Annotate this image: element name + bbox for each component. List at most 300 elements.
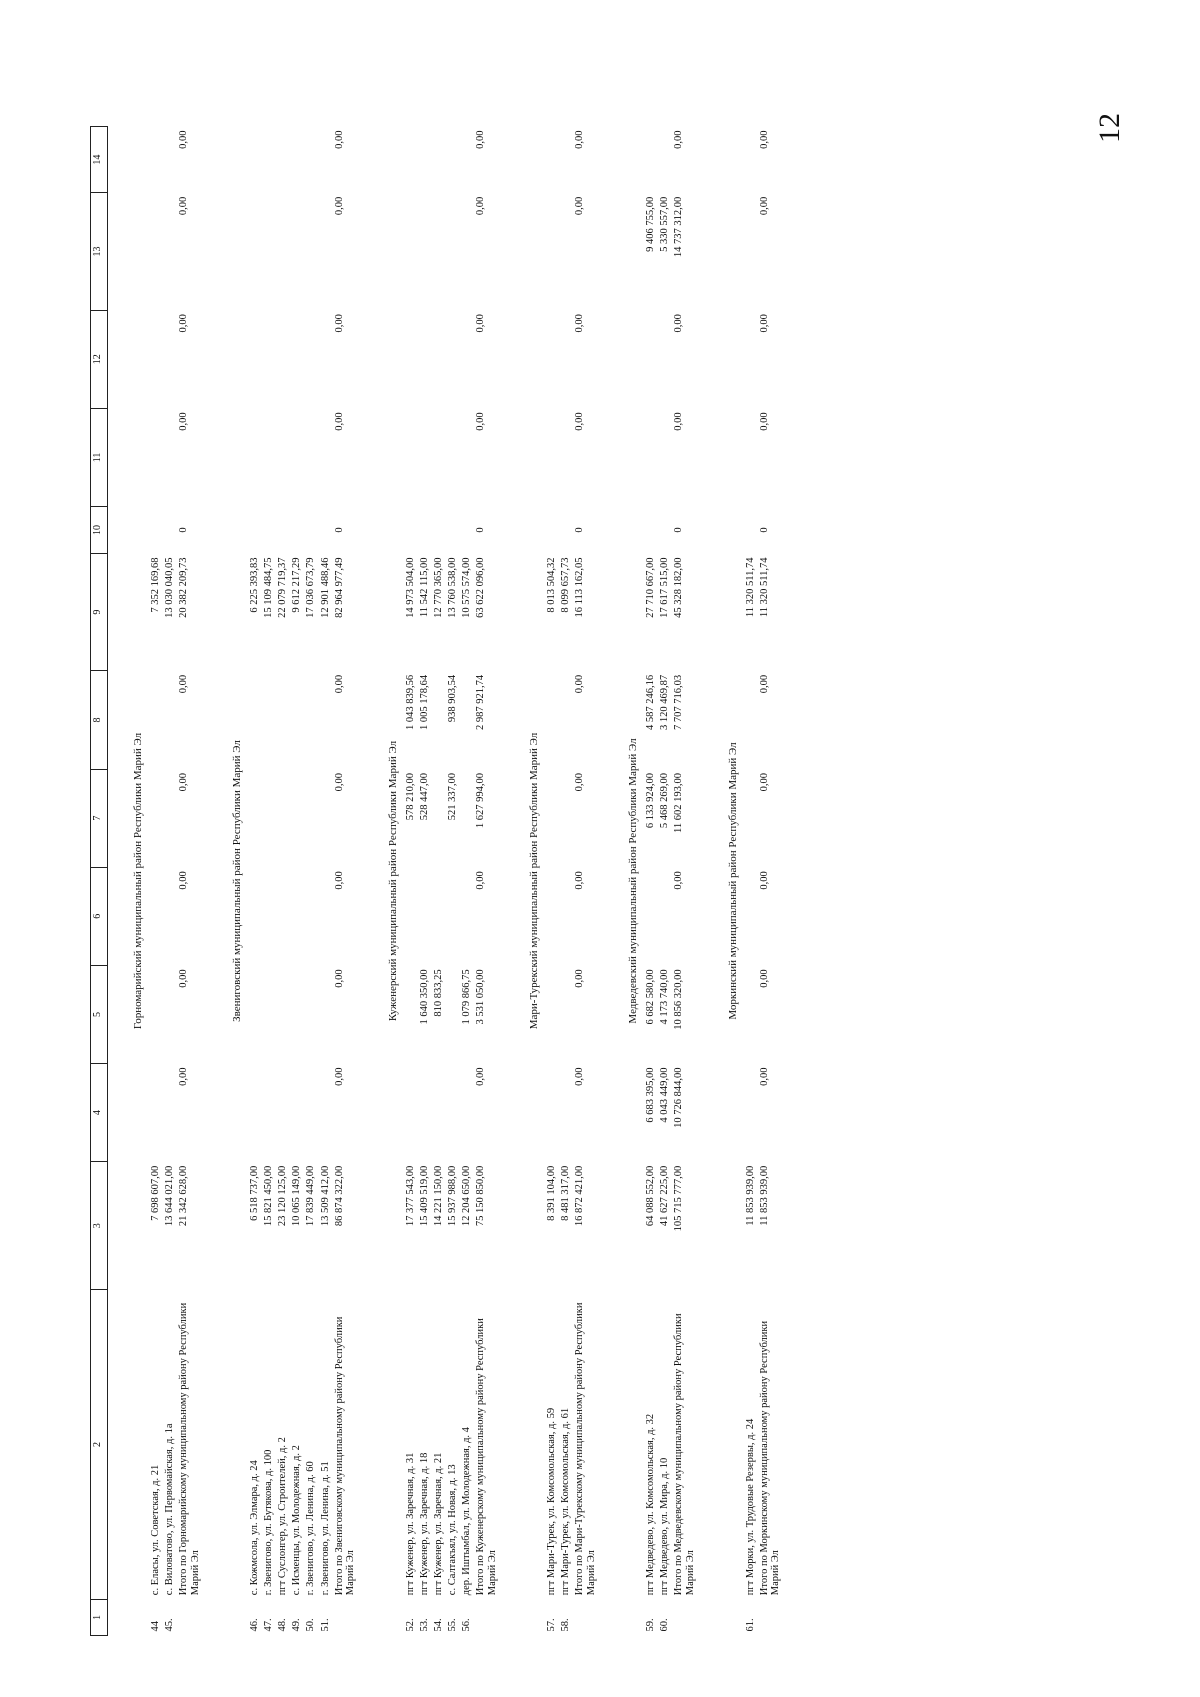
value-cell-col-11 — [658, 408, 672, 506]
value-cell-col-13 — [248, 193, 262, 310]
value-cell-col-5: 1 079 866,75 — [460, 969, 472, 1025]
value-cell-col-7 — [559, 769, 573, 867]
total-value-col-10: 0 — [475, 527, 486, 533]
value-cell-col-14 — [163, 127, 177, 193]
value-cell-col-10 — [262, 507, 276, 554]
address-cell: пгт Морки, ул. Трудовые Резервы, д. 24 — [744, 1418, 756, 1596]
value-cell-col-5 — [744, 965, 758, 1063]
value-cell-col-14 — [248, 127, 262, 193]
value-cell-col-8 — [559, 671, 573, 769]
value-cell-col-9: 11 320 511,74 — [744, 557, 756, 618]
value-cell-col-11 — [276, 408, 290, 506]
column-header-14: 14 — [91, 127, 108, 193]
section-heading-row — [108, 127, 150, 1636]
value-cell-col-12 — [404, 310, 418, 408]
total-value-col-3: 86 874 322,00 — [333, 1165, 345, 1227]
value-cell-col-14 — [644, 127, 658, 193]
address-cell: пгт Суслонгер, ул. Строителей, д. 2 — [277, 1437, 289, 1596]
value-cell-col-14 — [432, 127, 446, 193]
total-value-col-13: 0,00 — [574, 196, 586, 216]
value-cell-col-3: 13 509 412,00 — [319, 1165, 331, 1227]
value-cell-col-11 — [404, 408, 418, 506]
total-value-col-7: 0,00 — [178, 773, 190, 792]
value-cell-col-4 — [545, 1064, 559, 1162]
value-cell-col-9: 14 973 504,00 — [404, 557, 416, 618]
total-value-col-12: 0,00 — [673, 314, 685, 333]
value-cell-col-8 — [163, 671, 177, 769]
total-value-col-8: 0,00 — [178, 674, 190, 694]
value-cell-col-6 — [644, 867, 658, 965]
value-cell-col-5 — [276, 965, 290, 1063]
value-cell-col-10 — [460, 507, 474, 554]
value-cell-col-12 — [163, 310, 177, 408]
value-cell-col-12 — [545, 310, 559, 408]
row-number: 47. — [263, 1618, 275, 1632]
table-row — [248, 127, 262, 1636]
value-cell-col-7 — [276, 769, 290, 867]
total-value-col-7: 0,00 — [333, 773, 345, 792]
value-cell-col-10 — [644, 507, 658, 554]
value-cell-col-3: 15 409 519,00 — [418, 1165, 430, 1227]
value-cell-col-6 — [545, 867, 559, 965]
total-value-col-9: 45 328 182,00 — [673, 557, 685, 618]
total-value-col-5: 10 856 320,00 — [673, 969, 685, 1030]
value-cell-col-3: 8 481 317,00 — [560, 1165, 572, 1221]
value-cell-col-10 — [304, 507, 318, 554]
value-cell-col-9: 13 030 040,05 — [164, 557, 176, 618]
value-cell-col-4 — [744, 1064, 758, 1162]
address-cell: пгт Мари-Турек, ул. Комсомольская, д. 61 — [560, 1407, 572, 1596]
section-title: Куженерский муниципальный район Республики Марий Эл — [386, 740, 399, 1022]
column-header-2: 2 — [91, 1290, 108, 1599]
column-header-1: 1 — [91, 1599, 108, 1635]
value-cell-col-10 — [418, 507, 432, 554]
total-value-col-1 — [474, 1599, 504, 1635]
address-cell: пгт Мари-Турек, ул. Комсомольская, д. 59 — [546, 1407, 558, 1596]
row-number: 45. — [164, 1618, 176, 1632]
total-value-col-12: 0,00 — [574, 314, 586, 333]
total-value-col-8: 0,00 — [333, 674, 345, 694]
value-cell-col-12 — [559, 310, 573, 408]
value-cell-col-9: 17 617 515,00 — [659, 557, 671, 618]
value-cell-col-6 — [319, 867, 333, 965]
column-header-9: 9 — [91, 553, 108, 670]
row-number: 46. — [249, 1618, 261, 1632]
value-cell-col-12 — [644, 310, 658, 408]
total-row — [177, 127, 207, 1636]
value-cell-col-10 — [545, 507, 559, 554]
total-value-col-4: 0,00 — [758, 1067, 770, 1086]
value-cell-col-11 — [460, 408, 474, 506]
value-cell-col-8 — [149, 671, 163, 769]
total-value-col-3: 16 872 421,00 — [574, 1165, 586, 1227]
value-cell-col-5: 810 833,25 — [432, 969, 444, 1017]
value-cell-col-12 — [658, 310, 672, 408]
row-number: 61. — [744, 1618, 756, 1632]
value-cell-col-5: 6 682 580,00 — [645, 969, 657, 1025]
row-number: 50. — [305, 1618, 317, 1632]
value-cell-col-11 — [319, 408, 333, 506]
value-cell-col-11 — [290, 408, 304, 506]
value-cell-col-10 — [446, 507, 460, 554]
value-cell-col-6 — [149, 867, 163, 965]
total-value-col-13: 0,00 — [475, 196, 486, 216]
total-value-col-5: 3 531 050,00 — [475, 969, 486, 1025]
value-cell-col-9: 8 099 657,73 — [560, 557, 572, 613]
section-title: Мари-Турекский муниципальный район Республики Марий Эл — [528, 732, 541, 1030]
row-number: 58. — [560, 1618, 572, 1632]
section-heading-row — [703, 127, 744, 1636]
total-value-col-9: 63 622 096,00 — [475, 557, 486, 618]
total-value-col-10: 0 — [758, 527, 770, 533]
value-cell-col-5 — [163, 965, 177, 1063]
total-value-col-11: 0,00 — [758, 412, 770, 431]
value-cell-col-8: 4 587 246,16 — [645, 674, 657, 730]
row-number: 52. — [404, 1618, 416, 1632]
value-cell-col-7 — [744, 769, 758, 867]
total-value-col-6: 0,00 — [574, 871, 586, 890]
value-cell-col-14 — [559, 127, 573, 193]
value-cell-col-3: 23 120 125,00 — [277, 1165, 289, 1227]
value-cell-col-4 — [418, 1064, 432, 1162]
value-cell-col-12 — [290, 310, 304, 408]
value-cell-col-8: 1 043 839,56 — [404, 674, 416, 730]
value-cell-col-7 — [545, 769, 559, 867]
value-cell-col-7 — [248, 769, 262, 867]
value-cell-col-10 — [658, 507, 672, 554]
value-cell-col-12 — [460, 310, 474, 408]
value-cell-col-6 — [418, 867, 432, 965]
value-cell-col-13 — [276, 193, 290, 310]
value-cell-col-13 — [149, 193, 163, 310]
address-cell: с. Еласы, ул. Советская, д. 21 — [150, 1464, 161, 1596]
total-value-col-4: 0,00 — [333, 1067, 345, 1086]
value-cell-col-5: 1 640 350,00 — [418, 969, 430, 1025]
column-header-6: 6 — [91, 867, 108, 965]
total-value-col-5: 0,00 — [178, 969, 190, 988]
value-cell-col-11 — [262, 408, 276, 506]
total-value-col-10: 0 — [178, 527, 190, 533]
value-cell-col-7: 528 447,00 — [418, 773, 430, 821]
value-cell-col-6 — [290, 867, 304, 965]
row-number: 56. — [460, 1618, 472, 1632]
value-cell-col-14 — [460, 127, 474, 193]
total-value-col-5: 0,00 — [574, 969, 586, 988]
section-title: Звениговский муниципальный район Республики Марий Эл — [231, 740, 244, 1022]
total-label: Итого по Моркинскому муниципальному району Республики Марий Эл — [758, 1320, 782, 1596]
total-value-col-9: 11 320 511,74 — [758, 557, 770, 618]
value-cell-col-5 — [404, 965, 418, 1063]
total-value-col-14: 0,00 — [333, 130, 345, 149]
address-cell: пгт Куженер, ул. Заречная, д. 18 — [418, 1452, 430, 1596]
column-number-header — [91, 127, 108, 1636]
total-value-col-7: 0,00 — [574, 773, 586, 792]
value-cell-col-5 — [319, 965, 333, 1063]
row-number: 55. — [446, 1618, 458, 1632]
value-cell-col-14 — [290, 127, 304, 193]
value-cell-col-4 — [404, 1064, 418, 1162]
value-cell-col-13 — [290, 193, 304, 310]
total-value-col-9: 16 113 162,05 — [574, 557, 586, 618]
table-row — [163, 127, 177, 1636]
total-value-col-11: 0,00 — [475, 412, 486, 431]
total-value-col-4: 0,00 — [574, 1067, 586, 1086]
rotated-page-frame — [90, 126, 1004, 1636]
total-value-col-12: 0,00 — [178, 314, 190, 333]
value-cell-col-10 — [163, 507, 177, 554]
value-cell-col-8 — [248, 671, 262, 769]
value-cell-col-6 — [432, 867, 446, 965]
total-value-col-14: 0,00 — [574, 130, 586, 149]
value-cell-col-6 — [460, 867, 474, 965]
row-number: 54. — [432, 1618, 444, 1632]
value-cell-col-12 — [744, 310, 758, 408]
value-cell-col-3: 64 088 552,00 — [645, 1165, 657, 1227]
value-cell-col-11 — [644, 408, 658, 506]
column-header-10: 10 — [91, 507, 108, 554]
value-cell-col-9: 11 542 115,00 — [418, 557, 430, 618]
total-value-col-14: 0,00 — [673, 130, 685, 149]
value-cell-col-3: 10 065 149,00 — [291, 1165, 303, 1227]
value-cell-col-7 — [304, 769, 318, 867]
total-row — [672, 127, 702, 1636]
table-row — [149, 127, 163, 1636]
row-number: 48. — [277, 1618, 289, 1632]
value-cell-col-8: 1 005 178,64 — [418, 674, 430, 730]
value-cell-col-11 — [248, 408, 262, 506]
value-cell-col-10 — [276, 507, 290, 554]
value-cell-col-10 — [319, 507, 333, 554]
column-header-11: 11 — [91, 408, 108, 506]
value-cell-col-8: 3 120 469,87 — [659, 674, 671, 730]
value-cell-col-3: 6 518 737,00 — [249, 1165, 261, 1221]
value-cell-col-13 — [319, 193, 333, 310]
value-cell-col-10 — [404, 507, 418, 554]
value-cell-col-9: 7 352 169,68 — [150, 557, 161, 613]
value-cell-col-10 — [432, 507, 446, 554]
value-cell-col-9: 15 109 484,75 — [263, 557, 275, 618]
value-cell-col-9: 17 036 673,79 — [305, 557, 317, 618]
total-value-col-8: 0,00 — [574, 674, 586, 694]
row-number: 59. — [645, 1618, 657, 1632]
value-cell-col-5 — [149, 965, 163, 1063]
total-value-col-1 — [177, 1599, 207, 1635]
value-cell-col-5 — [446, 965, 460, 1063]
value-cell-col-13 — [418, 193, 432, 310]
total-value-col-1 — [573, 1599, 603, 1635]
value-cell-col-7 — [319, 769, 333, 867]
value-cell-col-7: 6 133 924,00 — [645, 773, 657, 829]
value-cell-col-9: 27 710 667,00 — [645, 557, 657, 618]
table-row — [404, 127, 418, 1636]
column-header-3: 3 — [91, 1162, 108, 1290]
value-cell-col-6 — [163, 867, 177, 965]
column-header-5: 5 — [91, 965, 108, 1063]
value-cell-col-7: 521 337,00 — [446, 773, 458, 821]
address-cell: пгт Куженер, ул. Заречная, д. 21 — [432, 1452, 444, 1596]
value-cell-col-9: 10 575 574,00 — [460, 557, 472, 618]
row-number: 60. — [659, 1618, 671, 1632]
value-cell-col-4 — [432, 1064, 446, 1162]
value-cell-col-3: 12 204 650,00 — [460, 1165, 472, 1227]
table-row — [290, 127, 304, 1636]
address-cell: г. Звенигово, ул. Бутякова, д. 100 — [263, 1449, 275, 1596]
value-cell-col-11 — [163, 408, 177, 506]
address-cell: с. Салтакъял, ул. Новая, д. 13 — [446, 1464, 458, 1596]
value-cell-col-12 — [149, 310, 163, 408]
value-cell-col-5 — [248, 965, 262, 1063]
address-cell: г. Звенигово, ул. Ленина, д. 60 — [305, 1461, 317, 1596]
value-cell-col-13 — [432, 193, 446, 310]
total-value-col-11: 0,00 — [178, 412, 190, 431]
value-cell-col-6 — [744, 867, 758, 965]
value-cell-col-8 — [744, 671, 758, 769]
total-value-col-3: 75 150 850,00 — [475, 1165, 486, 1227]
total-value-col-6: 0,00 — [475, 871, 486, 890]
value-cell-col-9: 6 225 393,83 — [249, 557, 261, 613]
value-cell-col-9: 12 901 488,46 — [319, 557, 331, 618]
value-cell-col-9: 8 013 504,32 — [546, 557, 558, 613]
total-value-col-1 — [672, 1599, 702, 1635]
value-cell-col-6 — [658, 867, 672, 965]
value-cell-col-11 — [304, 408, 318, 506]
total-value-col-10: 0 — [673, 527, 685, 533]
total-value-col-6: 0,00 — [673, 871, 685, 890]
value-cell-col-12 — [432, 310, 446, 408]
financial-table — [90, 126, 788, 1636]
total-value-col-3: 21 342 628,00 — [178, 1165, 190, 1227]
value-cell-col-9: 22 079 719,37 — [277, 557, 289, 618]
value-cell-col-4 — [319, 1064, 333, 1162]
value-cell-col-14 — [744, 127, 758, 193]
total-value-col-4: 10 726 844,00 — [673, 1067, 685, 1128]
table-row — [545, 127, 559, 1636]
total-value-col-7: 11 602 193,00 — [673, 773, 685, 834]
value-cell-col-14 — [276, 127, 290, 193]
value-cell-col-11 — [744, 408, 758, 506]
value-cell-col-13 — [446, 193, 460, 310]
page-number: 12 — [1093, 113, 1126, 143]
table-row — [658, 127, 672, 1636]
value-cell-col-10 — [559, 507, 573, 554]
section-title: Моркинский муниципальный район Республики Марий Эл — [726, 742, 739, 1020]
total-value-col-1 — [333, 1599, 363, 1635]
value-cell-col-7: 578 210,00 — [404, 773, 416, 821]
total-value-col-10: 0 — [574, 527, 586, 533]
value-cell-col-4 — [446, 1064, 460, 1162]
value-cell-col-6 — [276, 867, 290, 965]
address-cell: дер. Иштымбал, ул. Молодежная, д. 4 — [460, 1427, 472, 1596]
total-value-col-1 — [758, 1599, 788, 1635]
section-heading-row — [603, 127, 644, 1636]
total-value-col-13: 0,00 — [333, 196, 345, 216]
total-label: Итого по Мари-Турекскому муниципальному району Республики Марий Эл — [574, 1302, 597, 1596]
table-row — [432, 127, 446, 1636]
value-cell-col-5 — [262, 965, 276, 1063]
total-value-col-12: 0,00 — [333, 314, 345, 333]
total-value-col-8: 2 987 921,74 — [475, 674, 486, 730]
value-cell-col-12 — [304, 310, 318, 408]
value-cell-col-13 — [460, 193, 474, 310]
value-cell-col-11 — [545, 408, 559, 506]
value-cell-col-7 — [290, 769, 304, 867]
section-heading-row — [207, 127, 248, 1636]
total-value-col-6: 0,00 — [178, 871, 190, 890]
value-cell-col-14 — [319, 127, 333, 193]
value-cell-col-4 — [276, 1064, 290, 1162]
value-cell-col-5 — [290, 965, 304, 1063]
value-cell-col-12 — [418, 310, 432, 408]
table-row — [304, 127, 318, 1636]
total-value-col-9: 20 382 209,73 — [178, 557, 190, 618]
table-row — [644, 127, 658, 1636]
value-cell-col-7 — [163, 769, 177, 867]
value-cell-col-14 — [545, 127, 559, 193]
value-cell-col-13 — [545, 193, 559, 310]
rotated-table-container — [90, 126, 1004, 1636]
value-cell-col-13: 5 330 557,00 — [659, 196, 671, 252]
total-value-col-7: 1 627 994,00 — [475, 773, 486, 829]
total-row — [758, 127, 788, 1636]
total-value-col-14: 0,00 — [475, 130, 486, 149]
value-cell-col-13 — [559, 193, 573, 310]
value-cell-col-14 — [658, 127, 672, 193]
value-cell-col-5 — [545, 965, 559, 1063]
total-value-col-5: 0,00 — [333, 969, 345, 988]
value-cell-col-8 — [290, 671, 304, 769]
total-value-col-13: 0,00 — [758, 196, 770, 216]
value-cell-col-12 — [262, 310, 276, 408]
column-header-4: 4 — [91, 1064, 108, 1162]
value-cell-col-7 — [432, 769, 446, 867]
value-cell-col-4 — [559, 1064, 573, 1162]
total-label: Итого по Звениговскому муниципальному району Республики Марий Эл — [333, 1316, 357, 1596]
total-label: Итого по Горномарийскому муниципальному району Республики Марий Эл — [178, 1302, 201, 1596]
value-cell-col-6 — [446, 867, 460, 965]
value-cell-col-3: 41 627 225,00 — [659, 1165, 671, 1227]
total-row — [573, 127, 603, 1636]
value-cell-col-5 — [304, 965, 318, 1063]
value-cell-col-7 — [262, 769, 276, 867]
total-row — [333, 127, 363, 1636]
value-cell-col-8 — [432, 671, 446, 769]
total-value-col-4: 0,00 — [178, 1067, 190, 1086]
value-cell-col-10 — [248, 507, 262, 554]
address-cell: с. Кожмсола, ул. Элмара, д. 24 — [249, 1460, 261, 1596]
value-cell-col-3: 14 221 150,00 — [432, 1165, 444, 1227]
table-body — [108, 127, 788, 1636]
total-label: Итого по Куженерскому муниципальному району Республики Марий Эл — [475, 1318, 498, 1596]
total-value-col-11: 0,00 — [574, 412, 586, 431]
value-cell-col-12 — [248, 310, 262, 408]
row-number: 53. — [418, 1618, 430, 1632]
value-cell-col-9: 13 760 538,00 — [446, 557, 458, 618]
value-cell-col-11 — [418, 408, 432, 506]
total-row — [474, 127, 504, 1636]
value-cell-col-9: 9 612 217,29 — [291, 557, 303, 613]
table-row — [276, 127, 290, 1636]
value-cell-col-3: 17 839 449,00 — [305, 1165, 317, 1227]
value-cell-col-7 — [460, 769, 474, 867]
value-cell-col-14 — [404, 127, 418, 193]
value-cell-col-13 — [163, 193, 177, 310]
value-cell-col-11 — [432, 408, 446, 506]
total-value-col-8: 7 707 716,03 — [673, 674, 685, 730]
value-cell-col-8: 938 903,54 — [446, 674, 458, 723]
address-cell: г. Звенигово, ул. Ленина, д. 51 — [319, 1461, 331, 1596]
value-cell-col-8 — [304, 671, 318, 769]
value-cell-col-3: 15 821 450,00 — [263, 1165, 275, 1227]
